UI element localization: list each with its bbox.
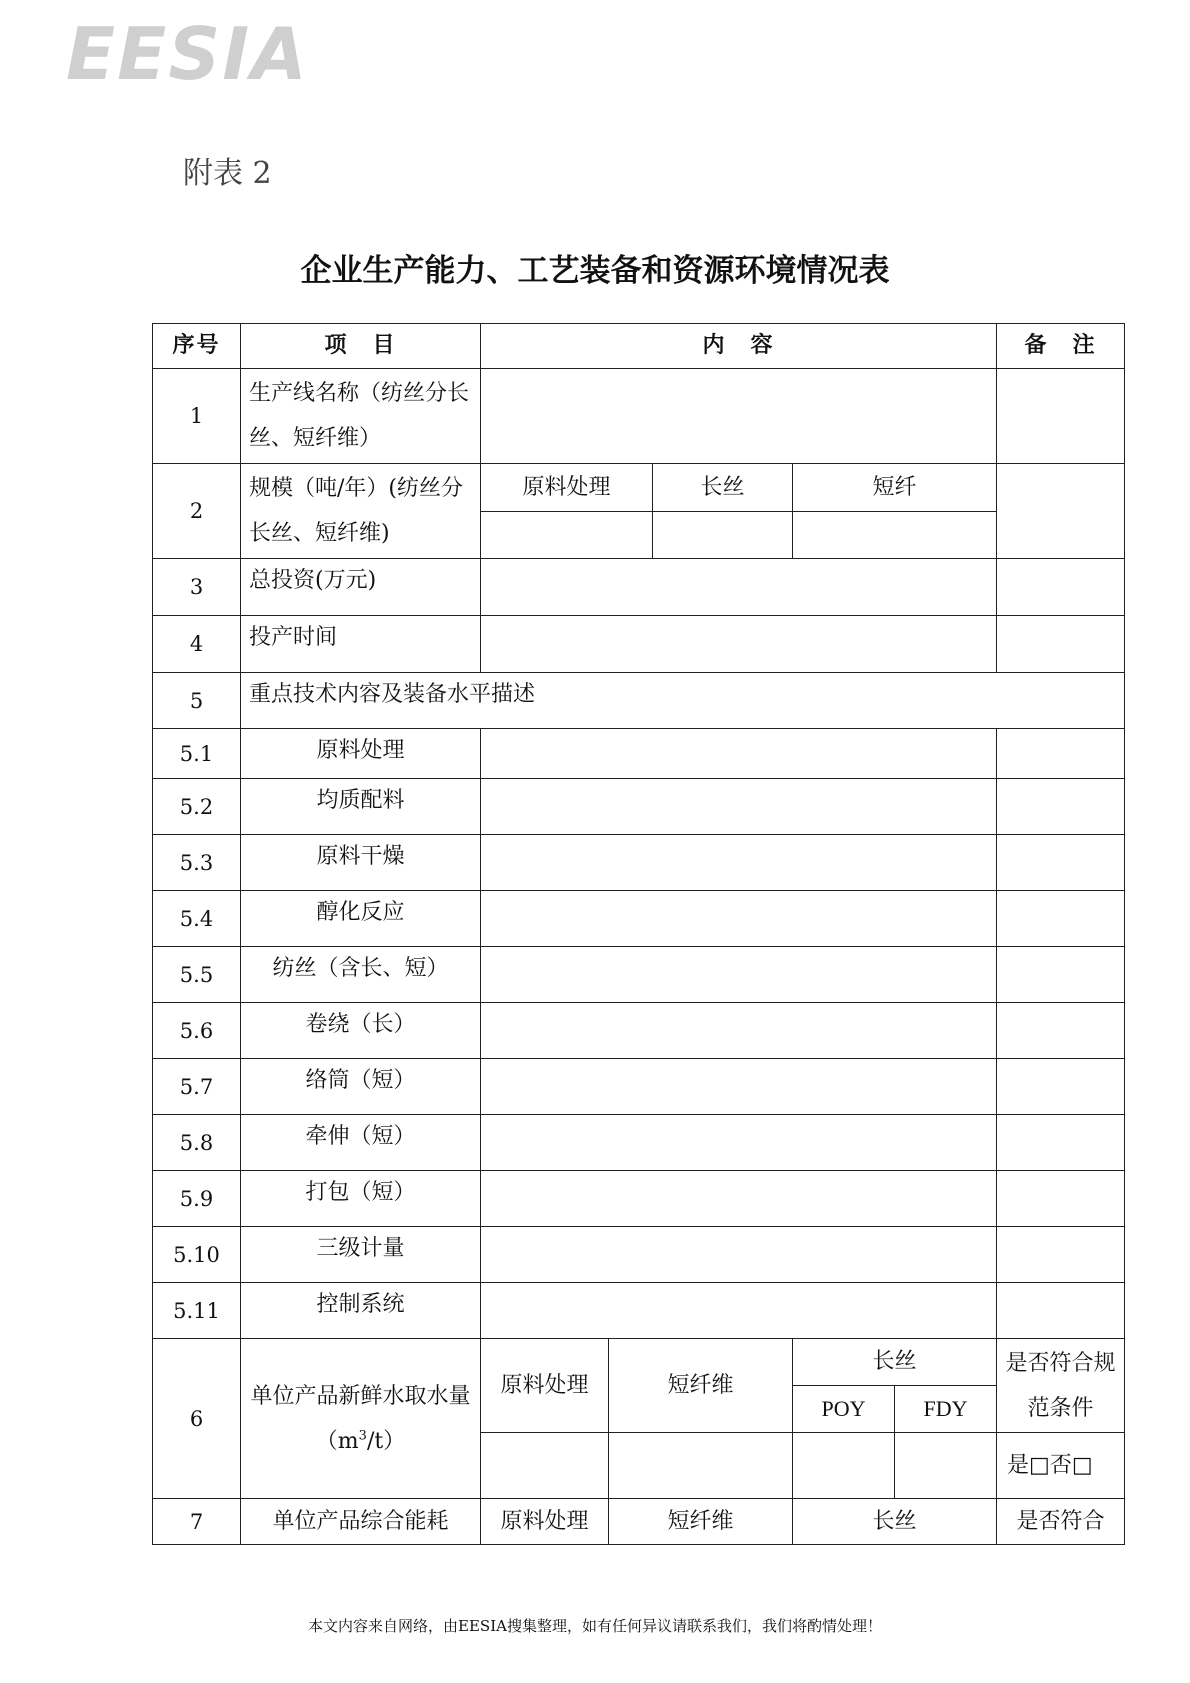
sub-header-filament: 长丝 <box>793 1339 997 1386</box>
content-cell[interactable] <box>793 1433 895 1499</box>
remark-cell[interactable] <box>997 835 1125 891</box>
header-item: 项 目 <box>241 324 481 369</box>
row-item: 投产时间 <box>241 616 481 673</box>
row-seq: 6 <box>153 1339 241 1499</box>
content-cell[interactable] <box>793 512 997 559</box>
content-cell[interactable] <box>481 1283 997 1339</box>
row-item: 重点技术内容及装备水平描述 <box>241 673 1125 729</box>
content-cell[interactable] <box>481 1433 609 1499</box>
content-cell[interactable] <box>481 779 997 835</box>
table-row <box>153 1227 1125 1283</box>
superscript-exponent: 3 <box>358 1428 367 1444</box>
remark-cell[interactable] <box>997 1115 1125 1171</box>
remark-cell[interactable] <box>997 464 1125 559</box>
table-row <box>153 729 1125 779</box>
remark-cell[interactable] <box>997 729 1125 779</box>
table-row <box>153 464 1125 512</box>
compliance-label: 是否符合 <box>997 1499 1125 1545</box>
footer-note: 本文内容来自网络，由EESIA搜集整理，如有任何异议请联系我们，我们将酌情处理！ <box>308 1617 882 1635</box>
row-item: 打包（短） <box>241 1171 481 1227</box>
row-item: 单位产品综合能耗 <box>241 1499 481 1545</box>
content-cell[interactable] <box>481 835 997 891</box>
sub-header-filament: 长丝 <box>653 464 793 512</box>
content-cell[interactable] <box>481 559 997 616</box>
header-content: 内 容 <box>481 324 997 369</box>
sub-header-raw: 原料处理 <box>481 1339 609 1433</box>
content-cell[interactable] <box>481 1059 997 1115</box>
row-seq: 4 <box>153 616 241 673</box>
row-item: 三级计量 <box>241 1227 481 1283</box>
row-seq: 7 <box>153 1499 241 1545</box>
remark-cell[interactable] <box>997 779 1125 835</box>
table-row <box>153 1059 1125 1115</box>
row-item: 生产线名称（纺丝分长丝、短纤维） <box>241 369 481 464</box>
content-cell[interactable] <box>653 512 793 559</box>
sub-header-raw: 原料处理 <box>481 1499 609 1545</box>
table-row <box>153 1171 1125 1227</box>
sub-header-staple: 短纤维 <box>609 1339 793 1433</box>
row-seq: 1 <box>153 369 241 464</box>
row-seq: 2 <box>153 464 241 559</box>
remark-cell[interactable] <box>997 891 1125 947</box>
content-cell[interactable] <box>481 1171 997 1227</box>
sub-header-poy: POY <box>793 1386 895 1433</box>
table-row <box>153 673 1125 729</box>
row-seq: 5.9 <box>153 1171 241 1227</box>
row-item: 规模（吨/年）(纺丝分长丝、短纤维) <box>241 464 481 559</box>
remark-cell[interactable] <box>997 947 1125 1003</box>
header-row <box>153 324 1125 369</box>
content-cell[interactable] <box>481 891 997 947</box>
row-item: 总投资(万元) <box>241 559 481 616</box>
row-item: 纺丝（含长、短） <box>241 947 481 1003</box>
table-row <box>153 616 1125 673</box>
remark-cell[interactable] <box>997 1171 1125 1227</box>
remark-cell[interactable] <box>997 369 1125 464</box>
table-row <box>153 779 1125 835</box>
remark-cell[interactable] <box>997 1283 1125 1339</box>
remark-cell[interactable] <box>997 1059 1125 1115</box>
table-row <box>153 891 1125 947</box>
sub-header-raw: 原料处理 <box>481 464 653 512</box>
row-seq: 5.7 <box>153 1059 241 1115</box>
row-item: 控制系统 <box>241 1283 481 1339</box>
table-row <box>153 1003 1125 1059</box>
table-row <box>153 1339 1125 1386</box>
row-item: 卷绕（长） <box>241 1003 481 1059</box>
sub-header-fdy: FDY <box>895 1386 997 1433</box>
sub-header-staple: 短纤维 <box>609 1499 793 1545</box>
row-seq: 5.6 <box>153 1003 241 1059</box>
table-row <box>153 1283 1125 1339</box>
row-seq: 5.4 <box>153 891 241 947</box>
row-seq: 5.2 <box>153 779 241 835</box>
eesia-logo: EESIA <box>66 12 309 96</box>
content-cell[interactable] <box>481 1115 997 1171</box>
row-seq: 5.3 <box>153 835 241 891</box>
row-item: 原料干燥 <box>241 835 481 891</box>
remark-cell[interactable] <box>997 616 1125 673</box>
row-seq: 5.1 <box>153 729 241 779</box>
content-cell[interactable] <box>481 616 997 673</box>
row-seq: 5.10 <box>153 1227 241 1283</box>
row-seq: 3 <box>153 559 241 616</box>
content-cell[interactable] <box>481 512 653 559</box>
row-item <box>241 1339 481 1499</box>
content-cell[interactable] <box>481 1227 997 1283</box>
sub-header-staple: 短纤 <box>793 464 997 512</box>
content-cell[interactable] <box>609 1433 793 1499</box>
remark-cell[interactable] <box>997 1003 1125 1059</box>
annex-label: 附表 2 <box>183 156 272 191</box>
header-remark: 备 注 <box>997 324 1125 369</box>
row-item: 牵伸（短） <box>241 1115 481 1171</box>
sub-header-filament: 长丝 <box>793 1499 997 1545</box>
yes-no-checkbox[interactable]: 是□否□ <box>997 1433 1125 1499</box>
row6-item-text: 单位产品新鲜水取水量（m <box>250 1383 471 1454</box>
content-cell[interactable] <box>481 369 997 464</box>
row-item: 醇化反应 <box>241 891 481 947</box>
row-item: 均质配料 <box>241 779 481 835</box>
table-row <box>153 1115 1125 1171</box>
content-cell[interactable] <box>481 1003 997 1059</box>
page-title: 企业生产能力、工艺装备和资源环境情况表 <box>300 253 890 289</box>
table-row <box>153 369 1125 464</box>
table-row <box>153 559 1125 616</box>
table-row <box>153 1499 1125 1545</box>
content-cell[interactable] <box>895 1433 997 1499</box>
row-seq: 5 <box>153 673 241 729</box>
content-cell[interactable] <box>481 947 997 1003</box>
content-cell[interactable] <box>481 729 997 779</box>
header-seq: 序号 <box>153 324 241 369</box>
enterprise-form-table <box>152 323 1125 1545</box>
row-seq: 5.5 <box>153 947 241 1003</box>
table-row <box>153 947 1125 1003</box>
remark-cell[interactable] <box>997 559 1125 616</box>
compliance-label: 是否符合规范条件 <box>997 1339 1125 1433</box>
remark-cell[interactable] <box>997 1227 1125 1283</box>
row-item: 络筒（短） <box>241 1059 481 1115</box>
row6-item-tail: /t） <box>366 1428 406 1454</box>
table-row <box>153 835 1125 891</box>
row-item: 原料处理 <box>241 729 481 779</box>
row-seq: 5.8 <box>153 1115 241 1171</box>
row-seq: 5.11 <box>153 1283 241 1339</box>
